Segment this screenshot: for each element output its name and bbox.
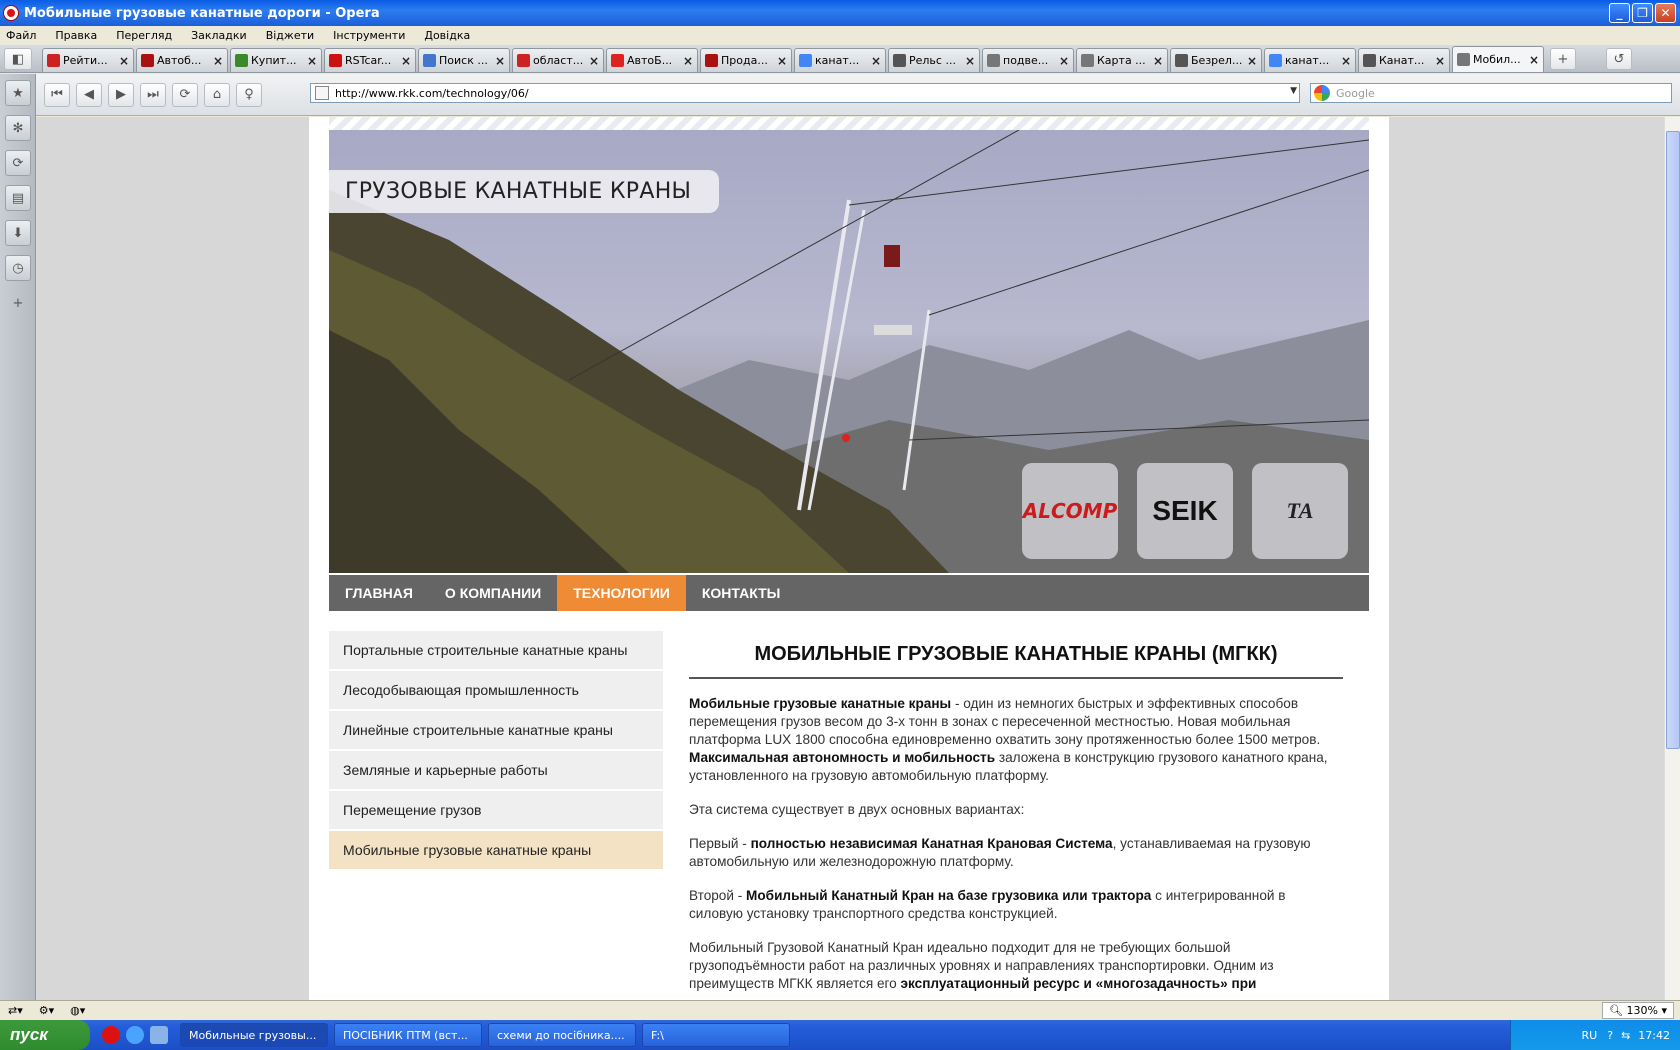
section-menu-item[interactable]: Линейные строительные канатные краны bbox=[329, 711, 663, 751]
language-indicator[interactable]: RU bbox=[1581, 1028, 1598, 1042]
address-bar[interactable] bbox=[310, 83, 1300, 103]
tab-label: Рейти... bbox=[63, 54, 108, 67]
tab-close-icon[interactable]: × bbox=[1246, 53, 1257, 68]
tab-close-icon[interactable]: × bbox=[118, 53, 129, 68]
bold-text: Мобильный Канатный Кран на базе грузовика или трактора bbox=[746, 888, 1152, 903]
text: Второй - bbox=[689, 888, 747, 903]
tab-favicon-icon bbox=[987, 54, 1000, 67]
article-paragraph bbox=[689, 695, 1343, 785]
forward-icon[interactable]: ▶ bbox=[108, 83, 134, 107]
browser-tab[interactable] bbox=[324, 48, 416, 72]
start-button[interactable] bbox=[0, 1020, 90, 1050]
browser-tab[interactable] bbox=[700, 48, 792, 72]
bold-text: эксплуатационный ресурс и «многозадачность» при bbox=[900, 976, 1257, 991]
tab-close-icon[interactable]: × bbox=[494, 53, 505, 68]
banner-stripes bbox=[329, 117, 1369, 130]
taskbar-item[interactable]: Мобильные грузовы... bbox=[180, 1023, 328, 1047]
tab-label: RSTcar... bbox=[345, 54, 392, 67]
menu-bar bbox=[0, 26, 1680, 45]
nav-home[interactable]: ГЛАВНАЯ bbox=[345, 585, 413, 601]
text: заложена в конструкцию грузового канатного крана, установленного на грузовую автомобильную платформу. bbox=[689, 750, 1328, 783]
tab-favicon-icon bbox=[1175, 54, 1188, 67]
tab-close-icon[interactable]: × bbox=[870, 53, 881, 68]
article-paragraph bbox=[689, 939, 1343, 993]
tab-label: Канат... bbox=[1379, 54, 1425, 67]
tab-label: Карта ... bbox=[1097, 54, 1146, 67]
opera-side-panel bbox=[0, 74, 36, 1000]
bold-text: Максимальная автономность и мобильность bbox=[689, 750, 996, 765]
menu-help[interactable]: Довідка bbox=[424, 29, 471, 42]
banner-image bbox=[329, 130, 1369, 573]
bold-text: полностью независимая Канатная Крановая Система bbox=[750, 836, 1113, 851]
browser-tab[interactable] bbox=[982, 48, 1074, 72]
technoalpin-logo[interactable]: TA bbox=[1252, 463, 1348, 559]
menu-file[interactable]: Файл bbox=[6, 29, 37, 42]
tab-close-icon[interactable]: × bbox=[1152, 53, 1163, 68]
bookmarks-panel-icon[interactable]: ★ bbox=[5, 80, 31, 106]
panel-toggle-icon[interactable]: ◧ bbox=[4, 48, 32, 70]
browser-tab[interactable] bbox=[42, 48, 134, 72]
close-window-button[interactable]: ✕ bbox=[1655, 3, 1676, 23]
rewind-icon[interactable]: ⏮ bbox=[44, 83, 70, 107]
bold-text: Мобильные грузовые канатные краны bbox=[689, 696, 952, 711]
tab-label: подве... bbox=[1003, 54, 1049, 67]
windows-taskbar bbox=[0, 1020, 1680, 1050]
fast-forward-settings-icon[interactable]: ⇄▾ bbox=[8, 1004, 23, 1017]
help-tray-icon[interactable]: ? bbox=[1607, 1028, 1614, 1042]
tab-bar bbox=[0, 45, 1680, 73]
notes-panel-icon[interactable]: ▤ bbox=[5, 185, 31, 211]
menu-view[interactable]: Перегляд bbox=[116, 29, 173, 42]
tab-label: Прода... bbox=[721, 54, 768, 67]
tab-label: Купит... bbox=[251, 54, 297, 67]
new-tab-button[interactable]: + bbox=[1550, 48, 1576, 70]
unite-panel-icon[interactable]: ⟳ bbox=[5, 150, 31, 176]
article bbox=[689, 631, 1343, 1000]
section-menu-item[interactable]: Перемещение грузов bbox=[329, 791, 663, 831]
tab-favicon-icon bbox=[329, 54, 342, 67]
article-paragraph: Эта система существует в двух основных вариантах: bbox=[689, 802, 1025, 817]
browser-tab[interactable] bbox=[1076, 48, 1168, 72]
tab-close-icon[interactable]: × bbox=[1528, 52, 1539, 67]
wand-icon[interactable]: ♀ bbox=[236, 83, 262, 107]
section-menu bbox=[329, 631, 663, 871]
address-dropdown-icon[interactable]: ▼ bbox=[1290, 86, 1297, 96]
site-nav bbox=[329, 575, 1369, 611]
browser-tab[interactable] bbox=[1264, 48, 1356, 72]
tab-close-icon[interactable]: × bbox=[964, 53, 975, 68]
vertical-scrollbar[interactable] bbox=[1664, 117, 1680, 1000]
browser-tab[interactable] bbox=[1452, 46, 1544, 72]
opera-quicklaunch-icon[interactable] bbox=[102, 1026, 120, 1044]
zoom-icon: 🔍︎ bbox=[1609, 1004, 1624, 1017]
text: Мобильный Грузовой Канатный Кран идеально подходит для не требующих большой грузоподъёмности работ на различных уровнях и направлениях транспортировки. Одним из преимуществ МГКК является его bbox=[689, 940, 1274, 991]
tab-favicon-icon bbox=[893, 54, 906, 67]
tab-favicon-icon bbox=[517, 54, 530, 67]
page-viewport bbox=[36, 117, 1664, 1000]
menu-edit[interactable]: Правка bbox=[55, 29, 98, 42]
downloads-panel-icon[interactable]: ⬇ bbox=[5, 220, 31, 246]
clock[interactable]: 17:42 bbox=[1638, 1028, 1670, 1042]
tab-label: Автоб... bbox=[157, 54, 202, 67]
start-label: пуск bbox=[10, 1025, 48, 1044]
scrollbar-thumb[interactable] bbox=[1666, 131, 1680, 749]
unite-status-icon[interactable]: ◍▾ bbox=[70, 1004, 86, 1017]
search-placeholder[interactable]: Google bbox=[1336, 86, 1375, 100]
window-title: Мобильные грузовые канатные дороги - Opera bbox=[24, 5, 380, 21]
nav-contacts[interactable]: КОНТАКТЫ bbox=[701, 585, 781, 601]
menu-bookmarks[interactable]: Закладки bbox=[191, 29, 247, 42]
section-menu-item[interactable]: Лесодобывающая промышленность bbox=[329, 671, 663, 711]
tab-favicon-icon bbox=[423, 54, 436, 67]
tab-close-icon[interactable]: × bbox=[212, 53, 223, 68]
widgets-panel-icon[interactable]: ✻ bbox=[5, 115, 31, 141]
browser-tab[interactable] bbox=[230, 48, 322, 72]
history-panel-icon[interactable]: ◷ bbox=[5, 255, 31, 281]
alcomp-logo[interactable]: ALCOMP bbox=[1022, 463, 1118, 559]
tab-close-icon[interactable]: × bbox=[588, 53, 599, 68]
tab-favicon-icon bbox=[235, 54, 248, 67]
browser-tab[interactable] bbox=[606, 48, 698, 72]
taskbar-item[interactable]: F:\ bbox=[642, 1023, 790, 1047]
search-field[interactable] bbox=[1310, 83, 1672, 103]
zoom-level[interactable]: 130% bbox=[1626, 1004, 1658, 1017]
tab-label: област... bbox=[533, 54, 584, 67]
window-titlebar[interactable] bbox=[0, 0, 1680, 26]
tab-label: АвтоБ... bbox=[627, 54, 673, 67]
tab-favicon-icon bbox=[1269, 54, 1282, 67]
tab-favicon-icon bbox=[47, 54, 60, 67]
browser-tab[interactable] bbox=[1358, 48, 1450, 72]
trash-icon[interactable]: ↺ bbox=[1606, 48, 1632, 70]
taskbar-item[interactable]: схеми до посібника.... bbox=[488, 1023, 636, 1047]
text: с интегрированной в силовую установку транспортного средства конструкцией. bbox=[689, 888, 1286, 921]
system-tray bbox=[1510, 1020, 1680, 1050]
tab-close-icon[interactable]: × bbox=[682, 53, 693, 68]
ie-quicklaunch-icon[interactable] bbox=[126, 1026, 144, 1044]
tab-label: канат... bbox=[815, 54, 860, 67]
turbo-icon[interactable]: ⚙▾ bbox=[38, 1004, 55, 1017]
section-menu-item[interactable]: Портальные строительные канатные краны bbox=[329, 631, 663, 671]
menu-tools[interactable]: Інструменти bbox=[333, 29, 406, 42]
navigation-toolbar bbox=[36, 74, 1680, 116]
tab-close-icon[interactable]: × bbox=[776, 53, 787, 68]
tab-label: Безрел... bbox=[1191, 54, 1243, 67]
page-icon bbox=[315, 86, 329, 100]
tab-favicon-icon bbox=[611, 54, 624, 67]
section-menu-item[interactable]: Земляные и карьерные работы bbox=[329, 751, 663, 791]
web-page bbox=[309, 117, 1389, 1000]
banner-title: ГРУЗОВЫЕ КАНАТНЫЕ КРАНЫ bbox=[329, 170, 719, 213]
tab-favicon-icon bbox=[1363, 54, 1376, 67]
tab-close-icon[interactable]: × bbox=[306, 53, 317, 68]
browser-tab[interactable] bbox=[794, 48, 886, 72]
opera-logo-icon bbox=[4, 6, 18, 20]
reload-icon[interactable]: ⟳ bbox=[172, 83, 198, 107]
restore-button[interactable]: ❐ bbox=[1632, 3, 1653, 23]
browser-tab[interactable] bbox=[512, 48, 604, 72]
tab-favicon-icon bbox=[705, 54, 718, 67]
tab-label: Поиск ... bbox=[439, 54, 488, 67]
tab-close-icon[interactable]: × bbox=[400, 53, 411, 68]
text: , устанавливаемая на грузовую автомобильную или железнодорожную платформу. bbox=[689, 836, 1311, 869]
add-panel-icon[interactable]: + bbox=[12, 295, 24, 311]
article-heading: МОБИЛЬНЫЕ ГРУЗОВЫЕ КАНАТНЫЕ КРАНЫ (МГКК) bbox=[689, 631, 1343, 679]
tab-close-icon[interactable]: × bbox=[1340, 53, 1351, 68]
desktop-quicklaunch-icon[interactable] bbox=[150, 1026, 168, 1044]
menu-widgets[interactable]: Віджети bbox=[265, 29, 315, 42]
browser-tab[interactable] bbox=[888, 48, 980, 72]
tab-label: канат... bbox=[1285, 54, 1330, 67]
zoom-control[interactable]: 🔍︎ 130% ▾ bbox=[1602, 1002, 1674, 1019]
article-paragraph bbox=[689, 835, 1343, 871]
browser-tab[interactable] bbox=[418, 48, 510, 72]
tab-label: Мобил... bbox=[1473, 53, 1521, 66]
tab-close-icon[interactable]: × bbox=[1434, 53, 1445, 68]
address-text[interactable]: http://www.rkk.com/technology/06/ bbox=[335, 86, 529, 100]
tab-label: Рельс ... bbox=[909, 54, 956, 67]
tab-close-icon[interactable]: × bbox=[1058, 53, 1069, 68]
network-tray-icon[interactable]: ⇆ bbox=[1621, 1028, 1631, 1042]
google-icon bbox=[1314, 85, 1330, 101]
back-icon[interactable]: ◀ bbox=[76, 83, 102, 107]
tab-favicon-icon bbox=[1457, 53, 1470, 66]
tab-favicon-icon bbox=[799, 54, 812, 67]
status-bar bbox=[0, 1000, 1680, 1020]
tab-favicon-icon bbox=[141, 54, 154, 67]
section-menu-item-active[interactable]: Мобильные грузовые канатные краны bbox=[329, 831, 663, 871]
home-icon[interactable]: ⌂ bbox=[204, 83, 230, 107]
seik-logo[interactable]: SEIK bbox=[1137, 463, 1233, 559]
browser-tab[interactable] bbox=[136, 48, 228, 72]
minimize-button[interactable]: _ bbox=[1609, 3, 1630, 23]
article-paragraph bbox=[689, 887, 1343, 923]
nav-about[interactable]: О КОМПАНИИ bbox=[444, 585, 542, 601]
browser-tab[interactable] bbox=[1170, 48, 1262, 72]
nav-technologies[interactable]: ТЕХНОЛОГИИ bbox=[557, 575, 686, 611]
fast-forward-icon[interactable]: ⏭ bbox=[140, 83, 166, 107]
tab-favicon-icon bbox=[1081, 54, 1094, 67]
text: - один из немногих быстрых и эффективных способов перемещения грузов весом до 3-х тонн в зонах с пересеченной местностью. Новая мобильная платформа LUX 1800 способна единовременно охватить зону протяженностью более 1500 метров. bbox=[689, 696, 1321, 747]
taskbar-item[interactable]: ПОСІБНИК ПТМ (вст... bbox=[334, 1023, 482, 1047]
text: Первый - bbox=[689, 836, 751, 851]
